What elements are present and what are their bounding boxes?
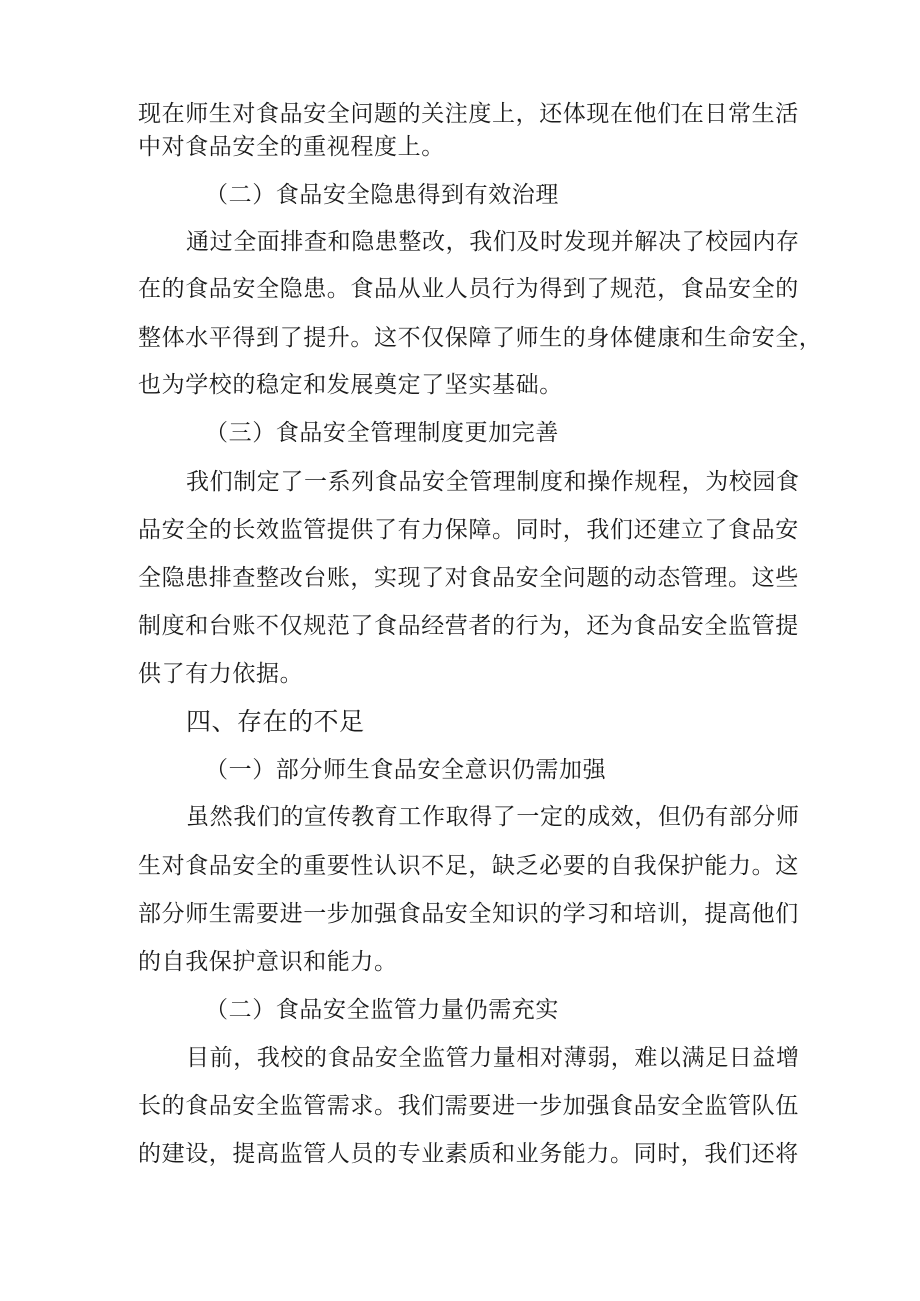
paragraph-line: 目前，我校的食品安全监管力量相对薄弱，难以满足日益增 bbox=[186, 1045, 800, 1071]
paragraph-line: 我们制定了一系列食品安全管理制度和操作规程，为校园食 bbox=[186, 469, 800, 495]
paragraph-line: 生对食品安全的重要性认识不足，缺乏必要的自我保护能力。这 bbox=[138, 853, 799, 879]
paragraph-line: 长的食品安全监管需求。我们需要进一步加强食品安全监管队伍 bbox=[138, 1093, 799, 1119]
paragraph-line: 全隐患排查整改台账，实现了对食品安全问题的动态管理。这些 bbox=[138, 565, 799, 591]
paragraph-line: 制度和台账不仅规范了食品经营者的行为，还为食品安全监管提 bbox=[138, 613, 799, 639]
paragraph-line: 部分师生需要进一步加强食品安全知识的学习和培训，提高他们 bbox=[138, 901, 799, 927]
paragraph-line: 通过全面排查和隐患整改，我们及时发现并解决了校园内存 bbox=[186, 229, 800, 255]
paragraph-line: 整体水平得到了提升。这不仅保障了师生的身体健康和生命安全， bbox=[138, 325, 823, 351]
paragraph-line: 虽然我们的宣传教育工作取得了一定的成效，但仍有部分师 bbox=[186, 804, 800, 830]
section-title-shortcomings: 四、存在的不足 bbox=[186, 707, 365, 736]
subheading-management-system: （三）食品安全管理制度更加完善 bbox=[205, 420, 559, 446]
subheading-supervision-force: （二）食品安全监管力量仍需充实 bbox=[205, 997, 559, 1023]
paragraph-line: 供了有力依据。 bbox=[138, 661, 304, 687]
paragraph-line: 中对食品安全的重视程度上。 bbox=[138, 134, 445, 160]
paragraph-line: 的自我保护意识和能力。 bbox=[138, 949, 398, 975]
subheading-effective-governance: （二）食品安全隐患得到有效治理 bbox=[205, 182, 559, 208]
paragraph-line: 现在师生对食品安全问题的关注度上，还体现在他们在日常生活 bbox=[138, 101, 799, 127]
paragraph-line: 的建设，提高监管人员的专业素质和业务能力。同时，我们还将 bbox=[138, 1141, 799, 1167]
paragraph-line: 在的食品安全隐患。食品从业人员行为得到了规范，食品安全的 bbox=[138, 276, 799, 302]
paragraph-line: 也为学校的稳定和发展奠定了坚实基础。 bbox=[138, 372, 563, 398]
subheading-awareness: （一）部分师生食品安全意识仍需加强 bbox=[205, 757, 607, 783]
paragraph-line: 品安全的长效监管提供了有力保障。同时，我们还建立了食品安 bbox=[138, 517, 799, 543]
